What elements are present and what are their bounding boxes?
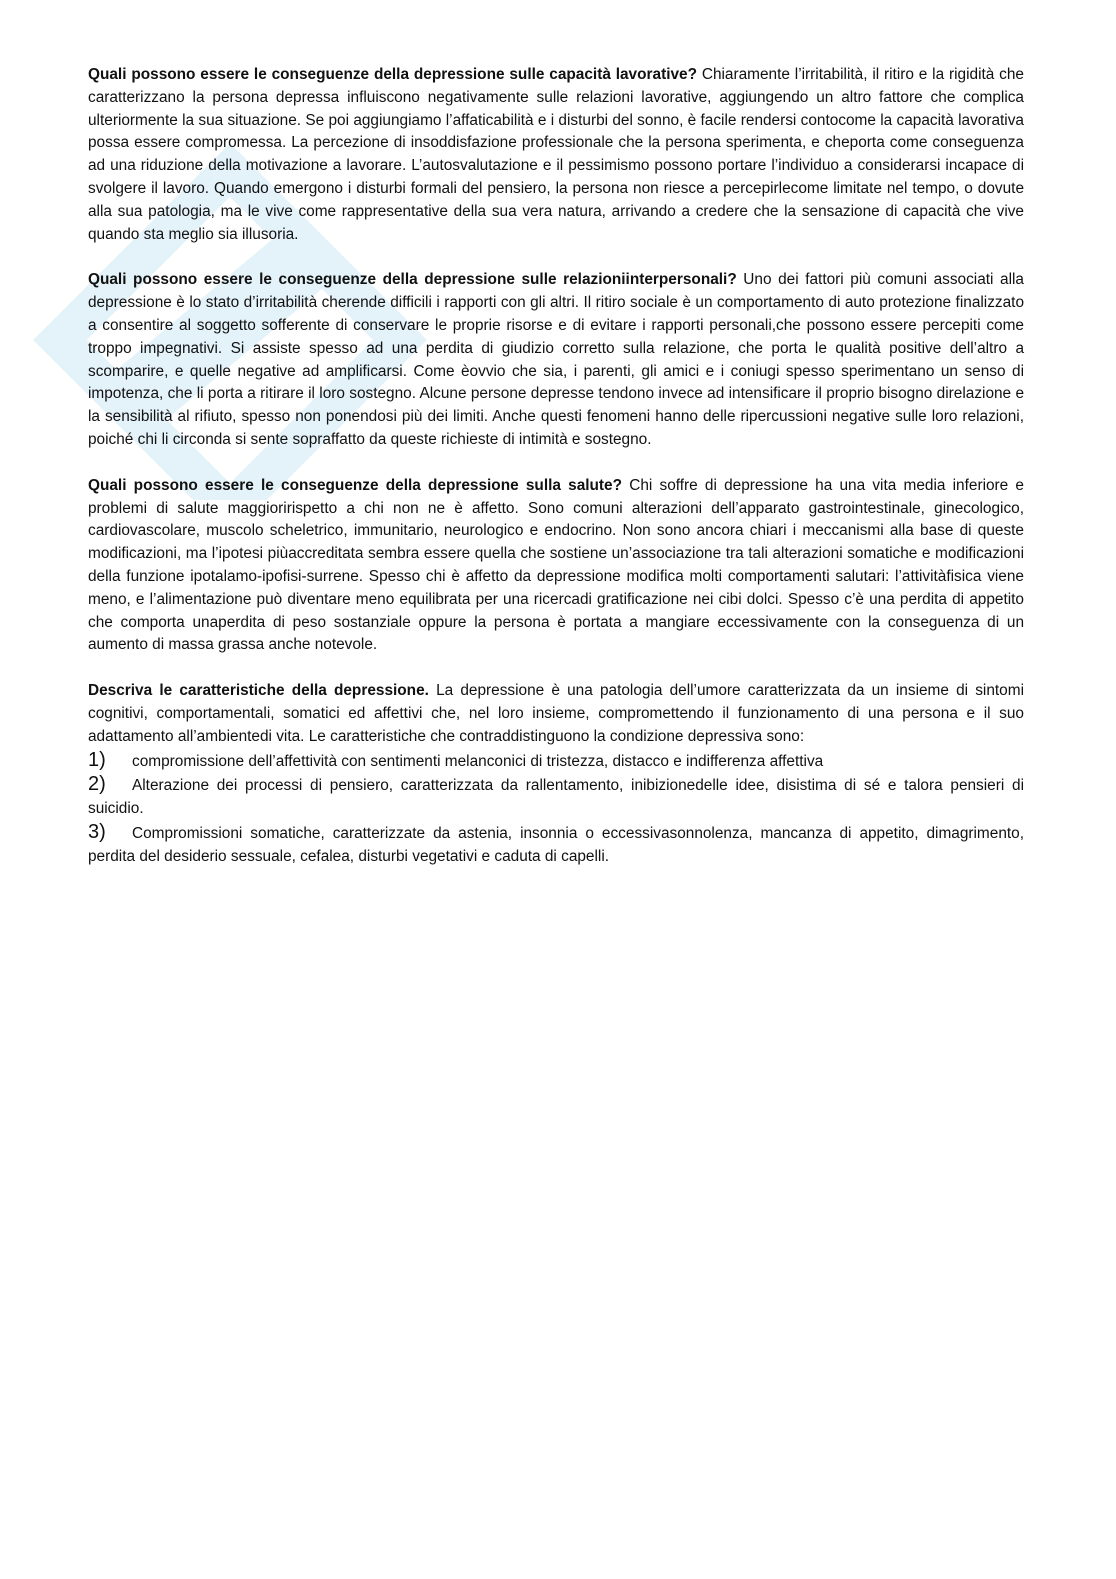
section-work-capacity xyxy=(88,64,1024,246)
section-interpersonal-relations xyxy=(88,269,1024,451)
question-characteristics: Descriva le caratteristiche della depressione. xyxy=(88,682,429,700)
list-item-number: 1) xyxy=(88,748,106,771)
document-page xyxy=(88,64,1024,869)
answer-health: Chi soffre di depressione ha una vita media inferiore e problemi di salute maggioririspetto a chi non ne è affetto. Sono comuni alterazioni dell’apparato gastrointestinale, ginecologico, cardiovascolare, muscolo scheletrico, immunitario, neurologico e endocrino. Non sono ancora chiari i meccanismi alla base di queste modificazioni, ma l’ipotesi piùaccreditata sembra essere quella che sostiene un’associazione tra tali alterazioni somatiche e modificazioni della funzione ipotalamo-ipofisi-surrene. Spesso chi è affetto da depressione modifica molti comportamenti salutari: l’attivitàfisica viene meno, e l’alimentazione può diventare meno equilibrata per una ricercadi gratificazione nei cibi dolci. Spesso c’è una perdita di appetito che comporta unaperdita di peso sostanziale oppure la persona è portata a mangiare eccessivamente con la conseguenza di un aumento di massa grassa anche notevole. xyxy=(88,476,1024,654)
list-item-text: Alterazione dei processi di pensiero, caratterizzata da rallentamento, inibizionedelle idee, disistima di sé e talora pensieri di suicidio. xyxy=(88,777,1024,818)
list-item-number: 2) xyxy=(88,773,106,796)
answer-characteristics: La depressione è una patologia dell’umore caratterizzata da un insieme di sintomi cognitivi, comportamentali, somatici ed affettivi che, nel loro insieme, compromettendo il funzionamento di una persona e il suo adattamento all’ambientedi vita. Le caratteristiche che contraddistinguono la condizione depressiva sono: xyxy=(88,682,1024,745)
section-health xyxy=(88,475,1024,657)
list-item-text: Compromissioni somatiche, caratterizzate da astenia, insonnia o eccessivasonnolenza, mancanza di appetito, dimagrimento, perdita del desiderio sessuale, cefalea, disturbi vegetativi e caduta di capelli. xyxy=(88,824,1024,865)
list-item xyxy=(88,773,1024,821)
section-characteristics xyxy=(88,680,1024,748)
list-item-text: compromissione dell’affettività con sentimenti melanconici di tristezza, distacco e indifferenza affettiva xyxy=(132,752,824,770)
list-item xyxy=(88,821,1024,869)
answer-interpersonal-relations: Uno dei fattori più comuni associati alla depressione è lo stato d’irritabilità cherende difficili i rapporti con gli altri. Il ritiro sociale è un comportamento di auto protezione finalizzato a consentire al soggetto sofferente di conservare le proprie risorse e di evitare i rapporti personali,che possono essere percepiti come troppo impegnativi. Si assiste spesso ad una perdita di giudizio corretto sulla relazione, che porta le qualità positive dell’altro a scomparire, e quelle negative ad amplificarsi. Come èovvio che sia, i parenti, gli amici e i coniugi spesso sperimentano un senso di impotenza, che li porta a ritirare il loro sostegno. Alcune persone depresse tendono invece ad intensificare il proprio bisogno direlazione e la sensibilità al rifiuto, spesso non ponendosi più dei limiti. Anche questi fenomeni hanno delle ripercussioni negative sulle loro relazioni, poiché chi li circonda si sente sopraffatto da queste richieste di intimità e sostegno. xyxy=(88,271,1024,448)
question-interpersonal-relations: Quali possono essere le conseguenze della depressione sulle relazioniinterpersonali? xyxy=(88,271,737,289)
question-work-capacity: Quali possono essere le conseguenze della depressione sulle capacità lavorative? xyxy=(88,66,697,83)
answer-work-capacity: Chiaramente l’irritabilità, il ritiro e la rigidità che caratterizzano la persona depressa influiscono negativamente sulle relazioni lavorative, aggiungendo un altro fattore che complica ulteriormente la sua situazione. Se poi aggiungiamo l’affaticabilità e i disturbi del sonno, è facile rendersi contocome la capacità lavorativa possa essere compromessa. La percezione di insoddisfazione professionale che la persona sperimenta, e cheporta come conseguenza ad una riduzione della motivazione a lavorare. L’autosvalutazione e il pessimismo possono portare l’individuo a considerarsi incapace di svolgere il lavoro. Quando emergono i disturbi formali del pensiero, la persona non riesce a percepirlecome limitate nel tempo, o dovute alla sua patologia, ma le vive come rappresentative della sua vera natura, arrivando a credere che la sensazione di capacità che vive quando sta meglio sia illusoria. xyxy=(88,66,1024,243)
list-item-number: 3) xyxy=(88,820,106,843)
list-item xyxy=(88,749,1024,774)
question-health: Quali possono essere le conseguenze della depressione sulla salute? xyxy=(88,476,623,494)
